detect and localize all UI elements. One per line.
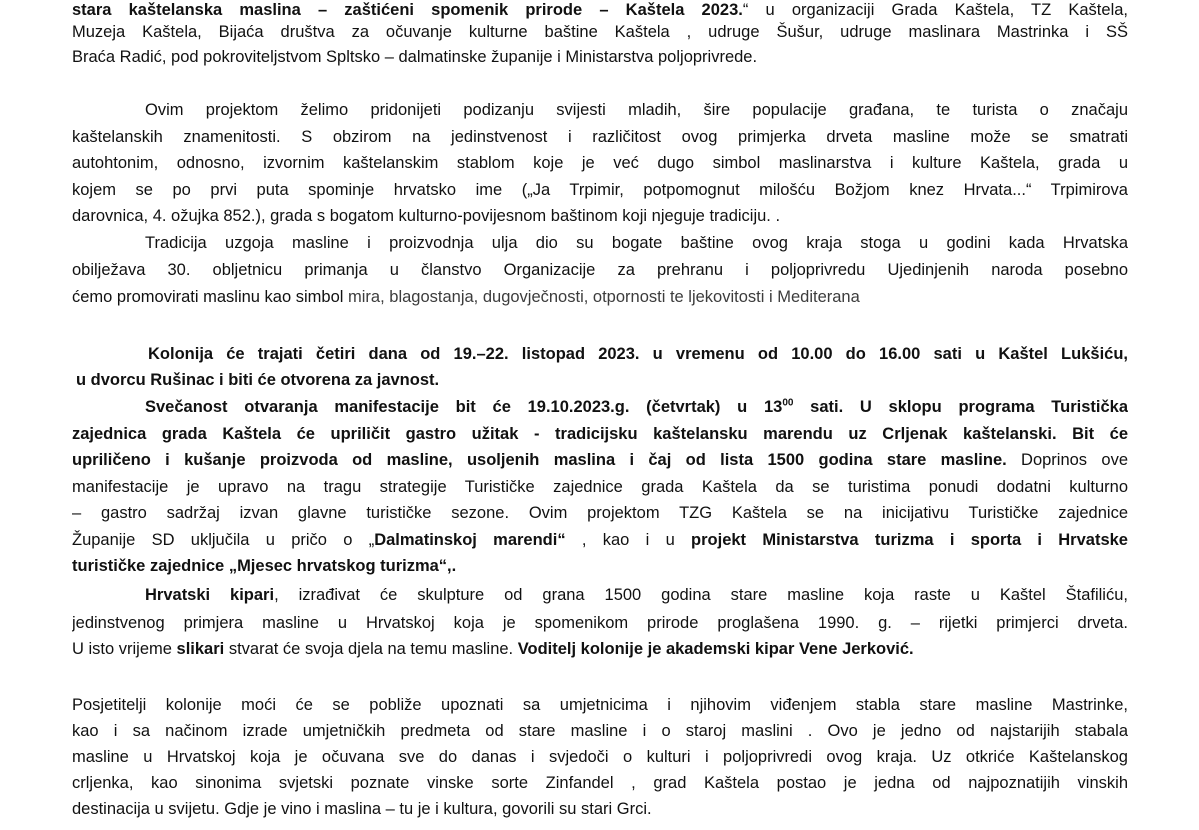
paragraph-3-line-1 (76, 367, 1128, 393)
text-run: stvarat će svoja djela na temu masline. (224, 640, 518, 658)
text-run: autohtonim, odnosno, izvornim kaštelanskim stablom koje je već dugo simbol maslinarstva i kulture Kaštela, grada u (72, 154, 1128, 172)
paragraph-1-line-1 (72, 124, 1128, 150)
bold-text: stara kaštelanska maslina – zaštićeni spomenik prirode – Kaštela 2023. (72, 1, 743, 19)
paragraph-1-line-2 (72, 150, 1128, 176)
bold-text: turističke zajednice „Mjesec hrvatskog turizma“,. (72, 557, 457, 575)
paragraph-6-line-3 (72, 770, 1128, 796)
paragraph-4-line-4 (72, 500, 1128, 526)
paragraph-4-line-6 (72, 553, 1128, 579)
paragraph-4-line-1 (72, 421, 1128, 447)
text-run: , kao i u (565, 531, 692, 549)
text-run: Muzeja Kaštela, Bijaća društva za očuvanje kulturne baštine Kaštela , udruge Šušur, udruge maslinara Mastrinka i SŠ (72, 23, 1128, 41)
paragraph-6-line-0 (72, 692, 1128, 718)
bold-text: u dvorcu Rušinac i biti će otvorena za javnost. (76, 371, 440, 389)
paragraph-3-line-0 (148, 341, 1128, 367)
text-run: , izrađivat će skulpture od grana 1500 godina stare masline koja raste u Kaštel Štafiliću, (274, 586, 1128, 604)
paragraph-2-line-1 (72, 257, 1128, 283)
paragraph-4-line-2 (72, 447, 1128, 473)
paragraph-4-line-3 (72, 474, 1128, 500)
bold-text: 00 (782, 397, 794, 409)
bold-text: Dalmatinskoj marendi“ (374, 531, 566, 549)
paragraph-6-line-4 (72, 796, 1128, 822)
text-run: U isto vrijeme (72, 640, 177, 658)
text-run: kao i sa načinom izrade umjetničkih predmeta od stare masline i o staroj maslini . Ovo je jedno od najstarijih stabala (72, 722, 1128, 740)
paragraph-2-line-2 (72, 284, 1128, 310)
bold-text: projekt Ministarstva turizma i sporta i Hrvatske (691, 531, 1128, 549)
bold-text: upriličeno i kušanje proizvoda od masline, usoljenih maslina i čaj od lista 1500 godina stare masline. (72, 451, 1007, 469)
paragraph-1-line-0 (145, 97, 1128, 123)
paragraph-4-line-5 (72, 527, 1128, 553)
text-run: mira, blagostanja, dugovječnosti, otpornosti te ljekovitosti i Mediterana (348, 288, 860, 306)
bold-text: Svečanost otvaranja manifestacije bit će 19.10.2023.g. (četvrtak) u 13 (145, 398, 783, 416)
paragraph-5-line-2 (72, 636, 1128, 662)
text-run: manifestacije je upravo na tragu strategije Turističke zajednice grada Kaštela da se turistima ponudi dodatni kulturno (72, 478, 1128, 496)
paragraph-0-line-1 (72, 19, 1128, 45)
paragraph-2-line-0 (145, 230, 1128, 256)
text-run: obilježava 30. obljetnicu primanja u članstvo Organizacije za prehranu i poljoprivredu Ujedinjenih naroda posebno (72, 261, 1128, 279)
paragraph-0-line-2 (72, 44, 1128, 70)
text-run: destinacija u svijetu. Gdje je vino i maslina – tu je i kultura, govorili su stari Grci. (72, 800, 652, 818)
text-run: – gastro sadržaj izvan glavne turističke sezone. Ovim projektom TZG Kaštela se na inicijativu Turističke zajednice (72, 504, 1128, 522)
paragraph-1-line-3 (72, 177, 1128, 203)
text-run: crljenka, kao sinonima svjetski poznate vinske sorte Zinfandel , grad Kaštela postao je jedna od najpoznatijih vinskih (72, 774, 1128, 792)
text-run: kojem se po prvi puta spominje hrvatsko ime („Ja Trpimir, potpomognut milošću Božjom knez Hrvata...“ Trpimirova (72, 181, 1128, 199)
text-run: Doprinos ove (1006, 451, 1128, 469)
text-run: Tradicija uzgoja masline i proizvodnja ulja dio su bogate baštine ovog kraja stoga u godini kada Hrvatska (145, 234, 1128, 252)
bold-text: sati. U sklopu programa Turistička (793, 398, 1128, 416)
paragraph-4-line-0 (145, 394, 1128, 420)
text-run: Ovim projektom želimo pridonijeti podizanju svijesti mladih, šire populacije građana, te turista o značaju (145, 101, 1128, 119)
text-run: jedinstvenog primjera masline u Hrvatskoj koja je spomenikom prirode proglašena 1990. g. – rijetki primjerci drveta. (72, 614, 1128, 632)
bold-text: slikari (176, 640, 225, 658)
text-run: darovnica, 4. ožujka 852.), grada s bogatom kulturno-povijesnom baštinom koji njeguje tradiciju. . (72, 207, 781, 225)
bold-text: Voditelj kolonije je akademski kipar Vene Jerković. (517, 640, 914, 658)
text-run: Posjetitelji kolonije moći će se pobliže upoznati sa umjetnicima i njihovim viđenjem stabla stare masline Mastrinke, (72, 696, 1128, 714)
text-run: Županije SD uključila u pričo o „ (72, 531, 375, 549)
text-run: Braća Radić, pod pokroviteljstvom Spltsko – dalmatinske županije i Ministarstva poljoprivrede. (72, 48, 758, 66)
text-run: masline u Hrvatskoj koja je očuvana sve do danas i svjedoči o kulturi i poljoprivredi ovog kraja. Uz otkriće Kaštelanskog (72, 748, 1128, 766)
bold-text: Kolonija će trajati četiri dana od 19.–22. listopad 2023. u vremenu od 10.00 do 16.00 sati u Kaštel Lukšiću, (148, 345, 1128, 363)
text-run: “ u organizaciji Grada Kaštela, TZ Kaštela, (742, 1, 1128, 19)
paragraph-5-line-0 (145, 582, 1128, 608)
bold-text: zajednica grada Kaštela će upriličit gastro užitak - tradicijsku kaštelansku marendu uz Crljenak kaštelanski. Bit će (72, 425, 1128, 443)
paragraph-6-line-1 (72, 718, 1128, 744)
bold-text: Hrvatski kipari (145, 586, 275, 604)
text-run: kaštelanskih znamenitosti. S obzirom na jedinstvenost i različitost ovog primjerka drveta masline može se smatrati (72, 128, 1128, 146)
paragraph-5-line-1 (72, 610, 1128, 636)
paragraph-6-line-2 (72, 744, 1128, 770)
paragraph-1-line-4 (72, 203, 1128, 229)
text-run: ćemo promovirati maslinu kao simbol (72, 288, 349, 306)
